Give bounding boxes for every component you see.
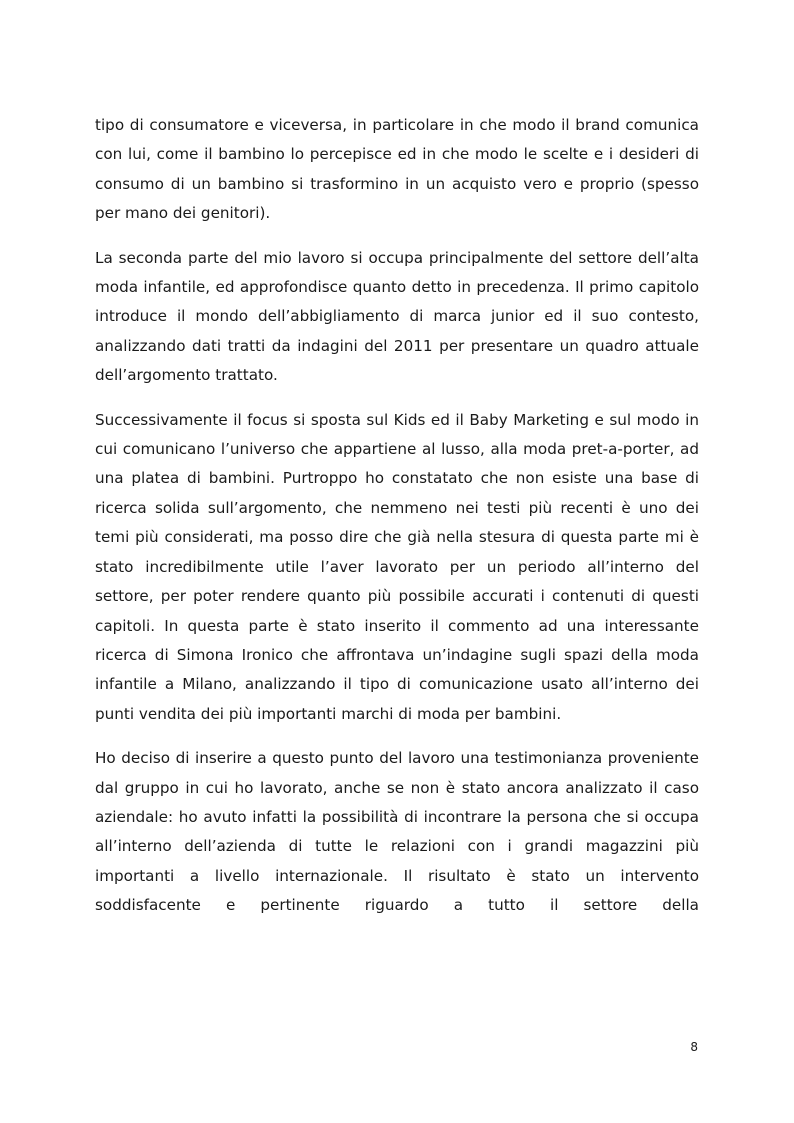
- paragraph: Successivamente il focus si sposta sul Kids ed il Baby Marketing e sul modo in cui comunicano l’universo che appartiene al lusso, alla moda pret-a-porter, ad una platea di bambini. Purtroppo ho constatato che non esiste una base di ricerca solida sull’argomento, che nemmeno nei testi più recenti è uno dei temi più considerati, ma posso dire che già nella stesura di questa parte mi è stato incredibilmente utile l’aver lavorato per un periodo all’interno del settore, per poter rendere quanto più possibile accurati i contenuti di questi capitoli. In questa parte è stato inserito il commento ad una interessante ricerca di Simona Ironico che affrontava un’indagine sugli spazi della moda infantile a Milano, analizzando il tipo di comunicazione usato all’interno dei punti vendita dei più importanti marchi di moda per bambini.: [95, 410, 699, 723]
- paragraph: La seconda parte del mio lavoro si occupa principalmente del settore dell’alta moda infantile, ed approfondisce quanto detto in precedenza. Il primo capitolo introduce il mondo dell’abbigliamento di marca junior ed il suo contesto, analizzando dati tratti da indagini del 2011 per presentare un quadro attuale dell’argomento trattato.: [95, 248, 699, 385]
- paragraph: tipo di consumatore e viceversa, in particolare in che modo il brand comunica con lui, come il bambino lo percepisce ed in che modo le scelte e i desideri di consumo di un bambino si trasformino in un acquisto vero e proprio (spesso per mano dei genitori).: [95, 116, 699, 223]
- paragraph: Ho deciso di inserire a questo punto del lavoro una testimonianza proveniente dal gruppo in cui ho lavorato, anche se non è stato ancora analizzato il caso aziendale: ho avuto infatti la possibilità di incontrare la persona che si occupa all’interno dell’azienda di tutte le relazioni con i grandi magazzini più importanti a livello internazionale. Il risultato è stato un intervento soddisfacente e pertinente riguardo a tutto il settore della: [95, 749, 699, 915]
- page-number: 8: [690, 1040, 698, 1054]
- body-text: [95, 111, 699, 936]
